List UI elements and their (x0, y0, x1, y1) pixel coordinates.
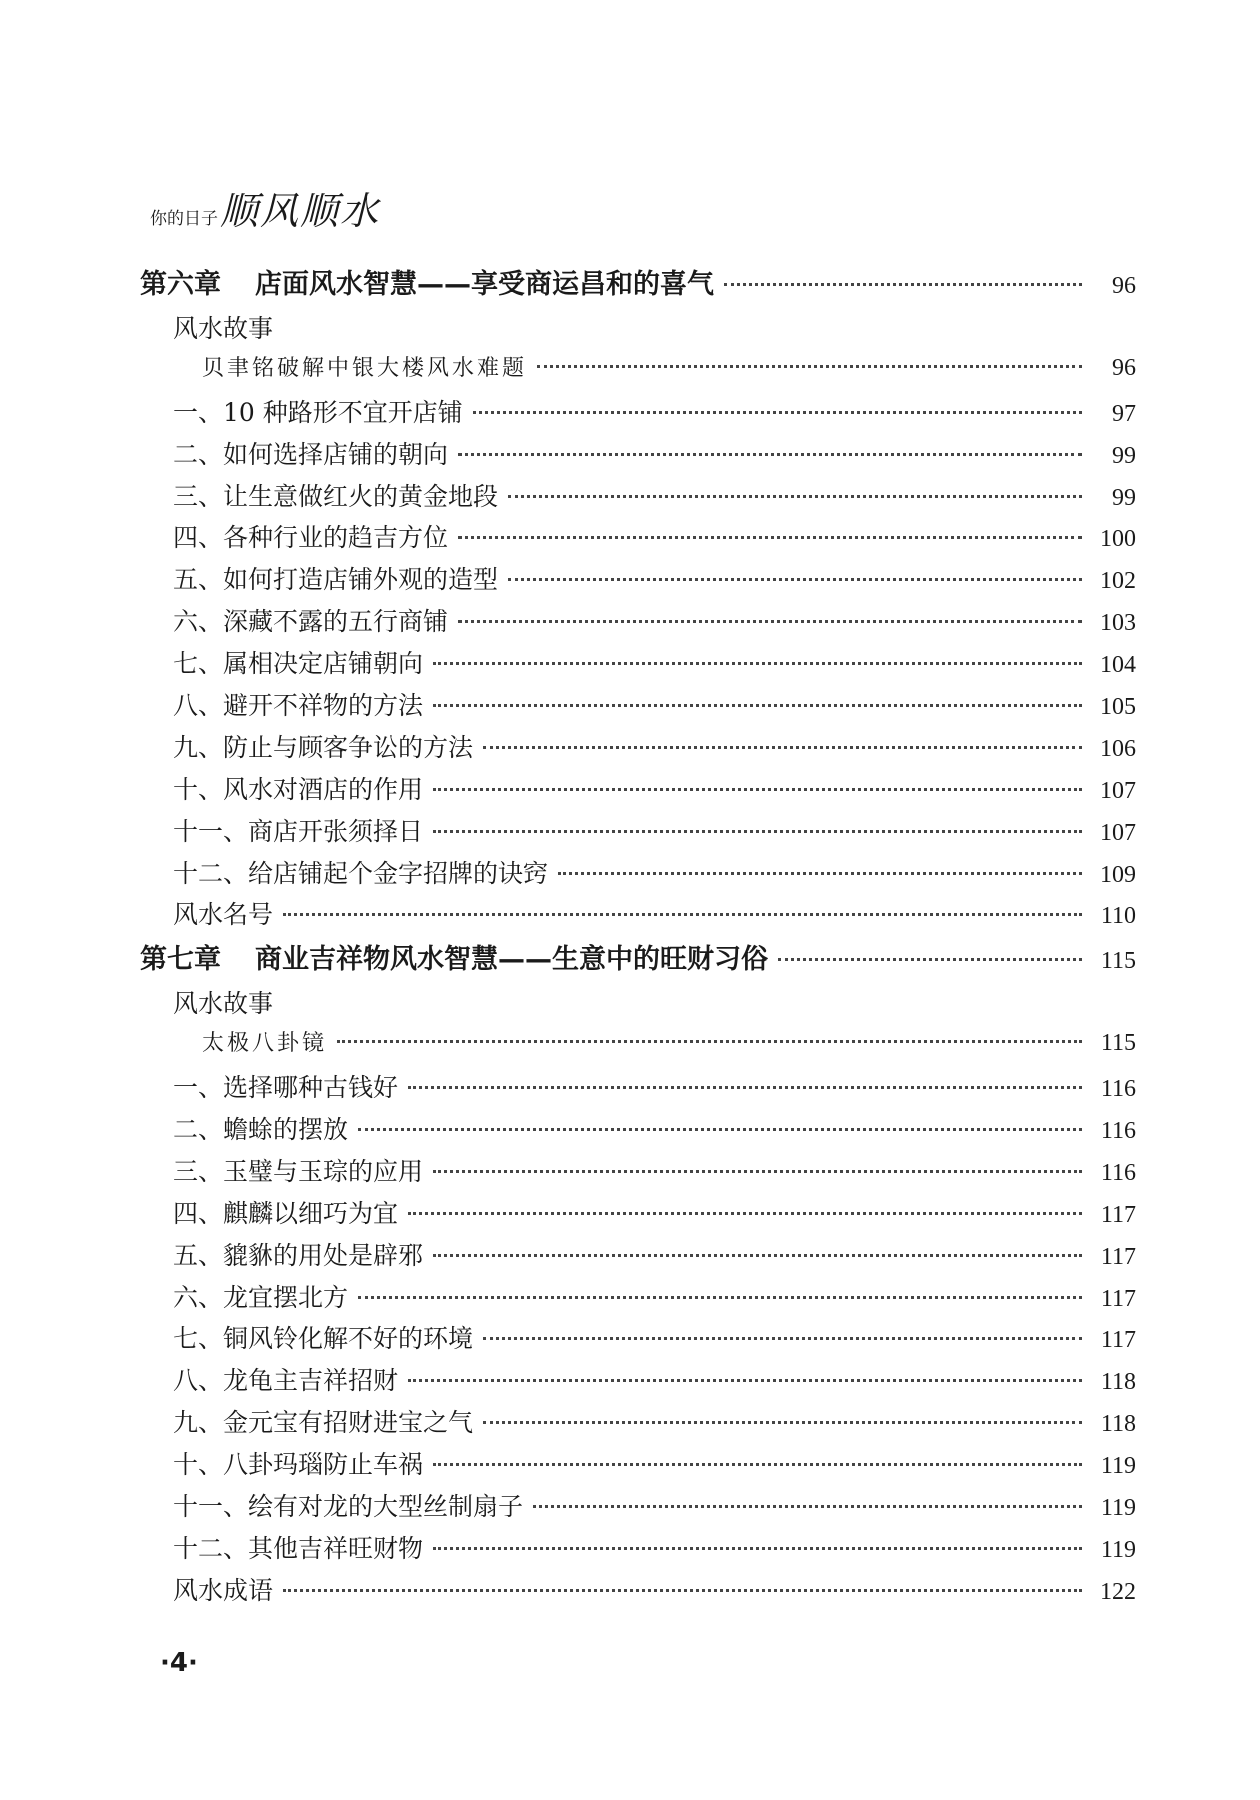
dot-leader (537, 365, 1082, 368)
toc-entry-title: 十一、商店开张须择日 (173, 816, 424, 846)
toc-entry-title: 八、避开不祥物的方法 (173, 691, 424, 721)
running-header-small: 你的日子 (150, 209, 218, 229)
dot-leader (433, 788, 1082, 791)
toc-entry-title (140, 262, 714, 301)
toc-chapter-entry[interactable] (140, 262, 1136, 309)
toc-entry-title: 四、麒麟以细巧为宜 (173, 1198, 399, 1228)
toc-entry[interactable] (140, 1152, 1136, 1194)
dot-leader (458, 453, 1082, 456)
toc-entry[interactable] (140, 1026, 1136, 1068)
toc-entry-title: 风水故事 (173, 989, 274, 1019)
toc-page-number: 119 (1100, 1495, 1136, 1522)
toc-entry[interactable] (140, 518, 1136, 560)
dot-leader (283, 1589, 1082, 1592)
toc-entry[interactable] (140, 984, 1136, 1026)
running-header-title: 顺风顺水 (220, 189, 381, 233)
toc-entry[interactable] (140, 686, 1136, 728)
toc-entry-title: 风水名号 (173, 900, 274, 930)
toc-entry-title: 七、铜风铃化解不好的环境 (173, 1324, 474, 1354)
toc-entry[interactable] (140, 351, 1136, 393)
toc-entry[interactable] (140, 1068, 1136, 1110)
dot-leader (473, 411, 1082, 414)
toc-entry[interactable] (140, 1445, 1136, 1487)
toc-entry[interactable] (140, 1319, 1136, 1361)
dot-leader (483, 1421, 1082, 1424)
toc-page-number: 110 (1100, 903, 1136, 930)
toc-entry[interactable] (140, 728, 1136, 770)
toc-entry-title: 一、10 种路形不宜开店铺 (173, 397, 463, 427)
chapter-number: 第七章 (140, 944, 221, 976)
dot-leader (358, 1296, 1082, 1299)
page-number: ·4· (160, 1648, 198, 1678)
toc-entry[interactable] (140, 393, 1136, 435)
dot-leader (458, 536, 1082, 539)
toc-entry-title: 九、防止与顾客争讼的方法 (173, 732, 474, 762)
toc-entry[interactable] (140, 1110, 1136, 1152)
dot-leader (483, 1337, 1082, 1340)
dot-leader (458, 620, 1082, 623)
toc-entry-title: 三、让生意做红火的黄金地段 (173, 481, 499, 511)
dot-leader (408, 1379, 1082, 1382)
toc-entry[interactable] (140, 770, 1136, 812)
toc-entry[interactable] (140, 1194, 1136, 1236)
dot-leader (433, 1170, 1082, 1173)
toc-entry-title: 六、龙宜摆北方 (173, 1282, 349, 1312)
toc-entry-title: 五、如何打造店铺外观的造型 (173, 565, 499, 595)
toc-entry[interactable] (140, 644, 1136, 686)
toc-entry[interactable] (140, 602, 1136, 644)
toc-page-number: 118 (1100, 1411, 1136, 1438)
toc-page-number: 117 (1100, 1285, 1136, 1312)
toc-entry-title: 风水故事 (173, 314, 274, 343)
dot-leader (433, 830, 1082, 833)
toc-entry-title: 八、龙龟主吉祥招财 (173, 1366, 399, 1396)
dot-leader (724, 283, 1082, 286)
toc-page-number: 119 (1100, 1453, 1136, 1480)
toc-page-number: 100 (1100, 526, 1136, 553)
dot-leader (358, 1128, 1082, 1131)
toc-entry[interactable] (140, 1529, 1136, 1571)
dot-leader (508, 495, 1082, 498)
toc-entry-title: 七、属相决定店铺朝向 (173, 649, 424, 679)
toc-entry-title: 十、风水对酒店的作用 (173, 774, 424, 804)
toc-entry-title: 十、八卦玛瑙防止车祸 (173, 1450, 424, 1480)
toc-entry[interactable] (140, 435, 1136, 477)
toc-entry-title: 二、如何选择店铺的朝向 (173, 439, 449, 469)
chapter-title: 店面风水智慧——享受商运昌和的喜气 (255, 269, 714, 300)
table-of-contents (140, 262, 1136, 1613)
toc-page-number: 118 (1100, 1369, 1136, 1396)
toc-entry-title: 风水成语 (173, 1575, 274, 1605)
toc-entry[interactable] (140, 895, 1136, 937)
dot-leader (283, 913, 1082, 916)
dot-leader (408, 1086, 1082, 1089)
toc-entry-title: 四、各种行业的趋吉方位 (173, 523, 449, 553)
toc-page-number: 103 (1100, 610, 1136, 637)
toc-entry-title: 太极八卦镜 (202, 1031, 328, 1057)
dot-leader (433, 1463, 1082, 1466)
toc-entry[interactable] (140, 1236, 1136, 1278)
dot-leader (433, 1254, 1082, 1257)
toc-entry-title: 三、玉璧与玉琮的应用 (173, 1156, 424, 1186)
toc-entry-title: 十一、绘有对龙的大型丝制扇子 (173, 1492, 524, 1522)
toc-entry[interactable] (140, 560, 1136, 602)
dot-leader (337, 1040, 1082, 1043)
toc-page-number: 119 (1100, 1536, 1136, 1563)
dot-leader (433, 662, 1082, 665)
toc-page-number: 107 (1100, 777, 1136, 804)
toc-entry-title: 十二、给店铺起个金字招牌的诀窍 (173, 858, 549, 888)
toc-entry-title: 二、蟾蜍的摆放 (173, 1115, 349, 1145)
toc-page-number: 115 (1100, 1030, 1136, 1057)
toc-page-number: 96 (1112, 354, 1136, 381)
toc-entry[interactable] (140, 1403, 1136, 1445)
dot-leader (433, 1547, 1082, 1550)
toc-page-number: 109 (1100, 861, 1136, 888)
running-header (150, 180, 380, 235)
toc-chapter-entry[interactable] (140, 937, 1136, 984)
toc-page-number: 106 (1100, 735, 1136, 762)
toc-page-number: 99 (1112, 442, 1136, 469)
toc-entry-title (140, 937, 768, 976)
dot-leader (433, 704, 1082, 707)
toc-entry[interactable] (140, 1571, 1136, 1613)
toc-page-number: 107 (1100, 819, 1136, 846)
toc-page-number: 96 (1112, 273, 1136, 299)
toc-entry-title: 六、深藏不露的五行商铺 (173, 607, 449, 637)
toc-entry-title: 九、金元宝有招财进宝之气 (173, 1408, 474, 1438)
chapter-title: 商业吉祥物风水智慧——生意中的旺财习俗 (255, 944, 768, 976)
dot-leader (508, 578, 1082, 581)
toc-entry[interactable] (140, 1278, 1136, 1320)
toc-page-number: 102 (1100, 568, 1136, 595)
toc-page-number: 99 (1112, 484, 1136, 511)
dot-leader (483, 746, 1082, 749)
toc-page-number: 116 (1100, 1118, 1136, 1145)
toc-page-number: 122 (1100, 1578, 1136, 1605)
toc-entry[interactable] (140, 1487, 1136, 1529)
toc-page-number: 117 (1100, 1327, 1136, 1354)
toc-page-number: 104 (1100, 652, 1136, 679)
dot-leader (533, 1505, 1082, 1508)
toc-entry-title: 五、貔貅的用处是辟邪 (173, 1240, 424, 1270)
dot-leader (408, 1212, 1082, 1215)
dot-leader (778, 958, 1082, 961)
toc-entry-title: 十二、其他吉祥旺财物 (173, 1533, 424, 1563)
toc-page-number: 116 (1100, 1159, 1136, 1186)
toc-entry-title: 一、选择哪种古钱好 (173, 1073, 399, 1103)
toc-entry[interactable] (140, 854, 1136, 896)
toc-entry[interactable] (140, 477, 1136, 519)
toc-page-number: 116 (1100, 1076, 1136, 1103)
toc-entry[interactable] (140, 1361, 1136, 1403)
toc-entry-title: 贝聿铭破解中银大楼风水难题 (202, 355, 528, 381)
toc-page-number: 117 (1100, 1201, 1136, 1228)
toc-page-number: 105 (1100, 694, 1136, 721)
toc-entry[interactable] (140, 812, 1136, 854)
toc-page-number: 117 (1100, 1243, 1136, 1270)
toc-entry[interactable] (140, 309, 1136, 351)
dot-leader (558, 872, 1082, 875)
chapter-number: 第六章 (140, 269, 221, 300)
toc-page-number: 115 (1100, 948, 1136, 975)
toc-page-number: 97 (1112, 400, 1136, 427)
